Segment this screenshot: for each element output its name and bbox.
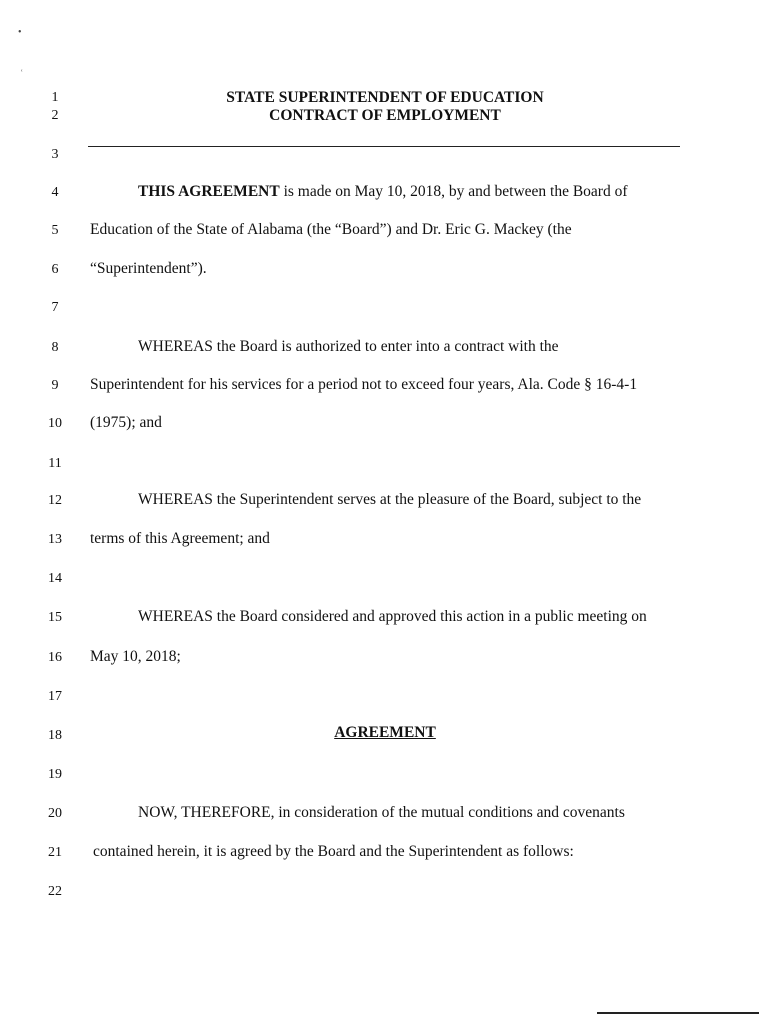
paragraph-1-line-1-text: is made on May 10, 2018, by and between the Board of (279, 183, 628, 200)
line-number: 18 (48, 728, 62, 743)
line-number: 2 (51, 108, 59, 123)
paragraph-1-line-3: “Superintendent”). (90, 260, 207, 277)
line-number: 6 (51, 262, 59, 277)
line-number: 13 (48, 532, 62, 547)
paragraph-3-line-1: WHEREAS the Superintendent serves at the pleasure of the Board, subject to the (138, 491, 642, 508)
paragraph-2-line-3: (1975); and (90, 414, 162, 431)
line-number: 8 (51, 340, 59, 355)
line-number: 10 (48, 416, 62, 431)
paragraph-1-line-1 (138, 183, 628, 201)
line-number: 17 (48, 689, 62, 704)
line-number: 7 (51, 300, 59, 315)
footer-rule (597, 1012, 759, 1014)
line-number: 22 (48, 884, 62, 899)
line-number: 1 (51, 90, 59, 105)
document-title-line1: STATE SUPERINTENDENT OF EDUCATION (226, 89, 544, 106)
line-number: 19 (48, 767, 62, 782)
line-number: 11 (48, 456, 62, 471)
agreement-lead-bold: THIS AGREEMENT (138, 183, 280, 200)
line-number: 4 (51, 185, 59, 200)
header-rule (88, 146, 680, 147)
paragraph-4-line-2: May 10, 2018; (90, 648, 181, 665)
paragraph-2-line-1: WHEREAS the Board is authorized to enter into a contract with the (138, 338, 559, 355)
paragraph-1-line-2: Education of the State of Alabama (the “Board”) and Dr. Eric G. Mackey (the (90, 221, 572, 238)
line-number: 15 (48, 610, 62, 625)
line-number: 5 (51, 223, 59, 238)
paragraph-2-line-2: Superintendent for his services for a period not to exceed four years, Ala. Code § 16-4-1 (90, 376, 638, 393)
agreement-heading: AGREEMENT (334, 724, 436, 741)
scan-speck: ʿ (20, 69, 24, 80)
scan-speck: • (18, 27, 22, 38)
line-number: 3 (51, 147, 59, 162)
line-number: 12 (48, 493, 62, 508)
paragraph-4-line-1: WHEREAS the Board considered and approved this action in a public meeting on (138, 608, 647, 625)
paragraph-5-line-2: contained herein, it is agreed by the Board and the Superintendent as follows: (93, 843, 574, 860)
line-number: 9 (51, 378, 59, 393)
paragraph-5-line-1: NOW, THEREFORE, in consideration of the mutual conditions and covenants (138, 804, 625, 821)
paragraph-3-line-2: terms of this Agreement; and (90, 530, 270, 547)
line-number: 21 (48, 845, 62, 860)
line-number: 14 (48, 571, 62, 586)
line-number: 16 (48, 650, 62, 665)
line-number: 20 (48, 806, 62, 821)
document-title-line2: CONTRACT OF EMPLOYMENT (269, 107, 501, 124)
